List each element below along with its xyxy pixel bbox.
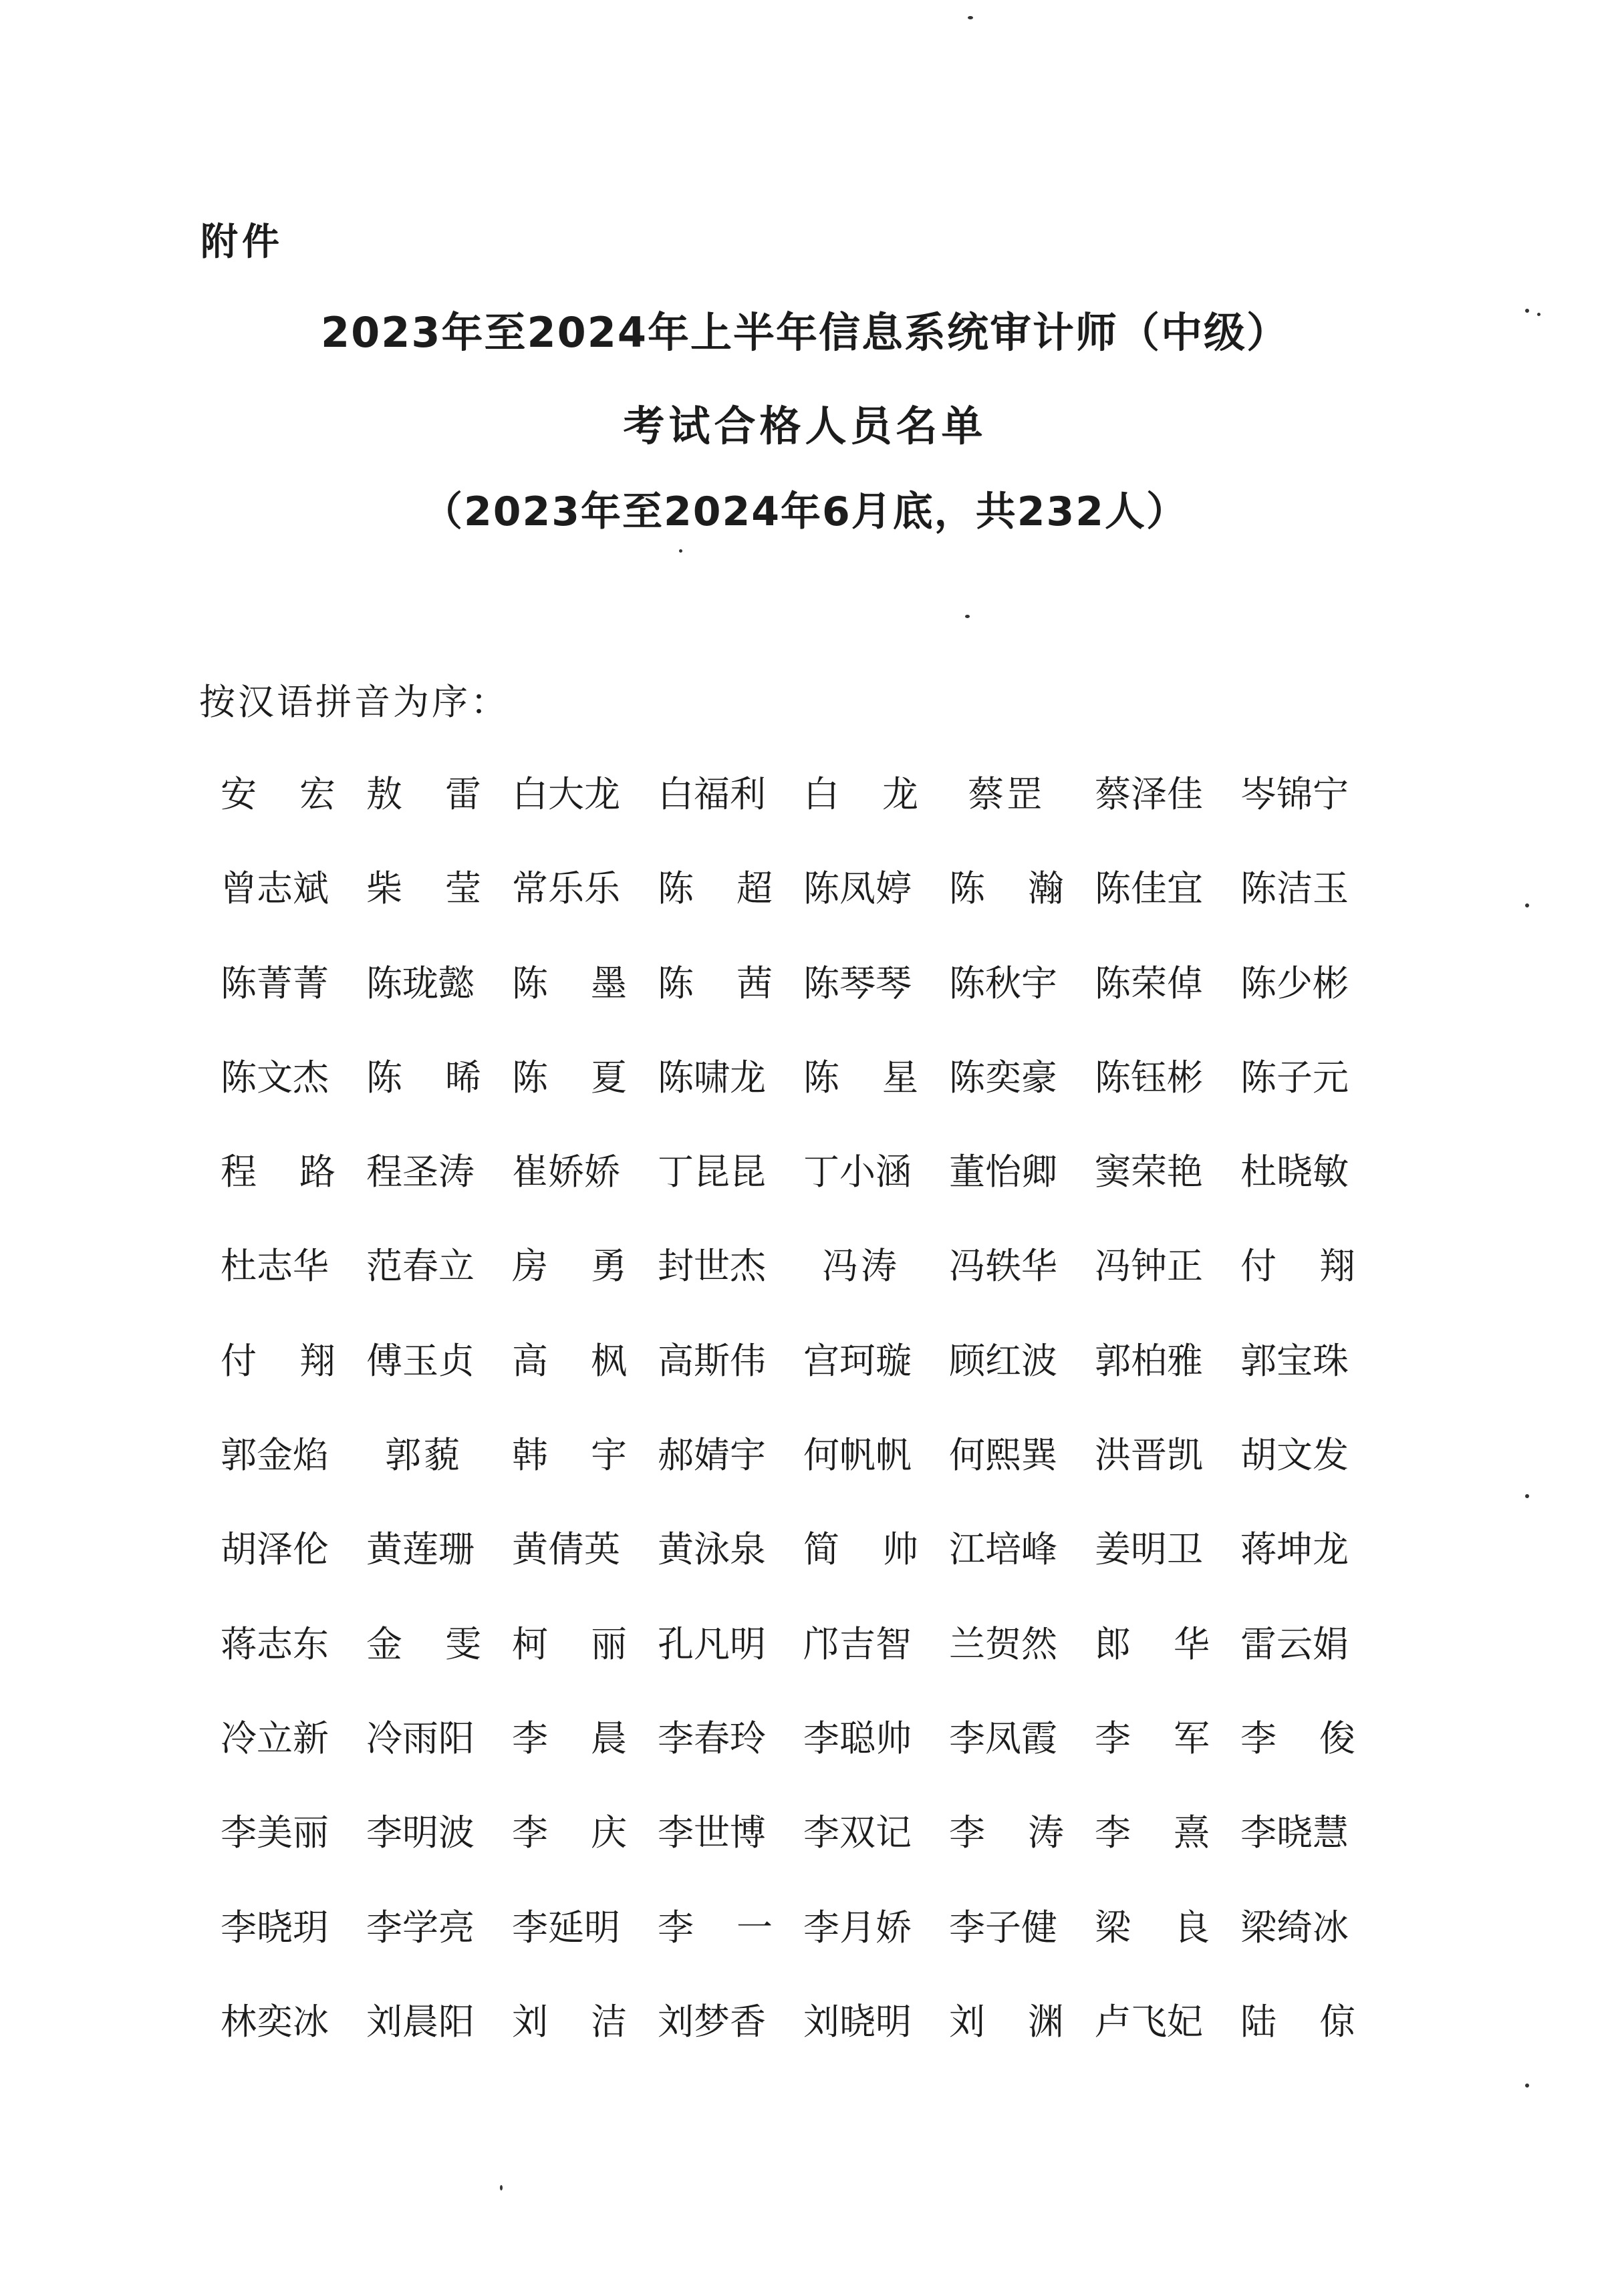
name-entry: 陈子元 [1240, 1056, 1349, 1099]
name-entry: 冯轶华 [949, 1245, 1057, 1288]
name-entry: 房 勇 [512, 1245, 627, 1288]
name-entry: 刘晓明 [803, 2000, 912, 2043]
name-entry: 陈洁玉 [1240, 867, 1349, 910]
name-entry: 陈 墨 [512, 962, 627, 1004]
name-entry: 姜明卫 [1095, 1528, 1203, 1571]
name-entry: 李 俊 [1240, 1717, 1355, 1759]
name-entry: 李 庆 [512, 1812, 627, 1854]
name-entry: 陈 晞 [366, 1056, 481, 1099]
name-entry: 冯钟正 [1095, 1245, 1203, 1288]
name-entry: 刘梦香 [658, 2000, 766, 2043]
name-entry: 陈菁菁 [221, 962, 329, 1004]
attachment-label: 附件 [200, 221, 283, 264]
name-entry: 韩 宇 [512, 1434, 627, 1477]
name-entry: 陈 茜 [658, 962, 773, 1004]
name-entry: 程 路 [221, 1151, 336, 1193]
name-entry: 李晓玥 [221, 1906, 329, 1949]
name-entry: 李春玲 [658, 1717, 766, 1759]
name-entry: 岑锦宁 [1240, 773, 1349, 815]
name-entry: 李 晨 [512, 1717, 627, 1759]
name-entry: 蔡泽佳 [1095, 773, 1203, 815]
name-entry: 林奕冰 [221, 2000, 329, 2043]
name-entry: 郭柏雅 [1095, 1339, 1203, 1382]
name-entry: 兰贺然 [949, 1622, 1057, 1665]
name-entry: 卢飞妃 [1095, 2000, 1203, 2043]
name-entry: 江培峰 [949, 1528, 1057, 1571]
scan-speck [500, 2185, 503, 2190]
name-entry: 蒋志东 [221, 1622, 329, 1665]
name-entry: 李学亮 [366, 1906, 475, 1949]
name-entry: 白 龙 [803, 773, 918, 815]
name-entry: 金 雯 [366, 1622, 481, 1665]
name-entry: 雷云娟 [1240, 1622, 1349, 1665]
name-entry: 顾红波 [949, 1339, 1057, 1382]
name-entry: 曾志斌 [221, 867, 329, 910]
scan-speck [1525, 903, 1529, 907]
name-entry: 封世杰 [658, 1245, 766, 1288]
name-entry: 李明波 [366, 1812, 475, 1854]
name-entry: 李 涛 [949, 1812, 1064, 1854]
order-note: 按汉语拼音为序： [199, 681, 509, 723]
name-entry: 陈钰彬 [1095, 1056, 1203, 1099]
name-entry: 范春立 [366, 1245, 475, 1288]
scan-speck [1525, 1494, 1529, 1498]
name-entry: 傅玉贞 [366, 1339, 475, 1382]
name-entry: 刘 渊 [949, 2000, 1064, 2043]
name-entry: 窦荣艳 [1095, 1151, 1203, 1193]
name-entry: 蔡罡 [968, 773, 1045, 815]
name-list [221, 773, 1417, 2098]
name-entry: 李 熹 [1095, 1812, 1210, 1854]
name-entry: 付 翔 [221, 1339, 336, 1382]
name-entry: 胡文发 [1240, 1434, 1349, 1477]
name-entry: 郭宝珠 [1240, 1339, 1349, 1382]
name-entry: 黄泳泉 [658, 1528, 766, 1571]
scan-speck [679, 549, 682, 553]
name-entry: 陈凤婷 [803, 867, 912, 910]
name-entry: 高 枫 [512, 1339, 627, 1382]
name-entry: 杜晓敏 [1240, 1151, 1349, 1193]
name-entry: 郎 华 [1095, 1622, 1210, 1665]
name-entry: 李双记 [803, 1812, 912, 1854]
name-entry: 常乐乐 [512, 867, 620, 910]
scan-speck [1537, 313, 1540, 316]
name-entry: 黄倩英 [512, 1528, 620, 1571]
name-entry: 陈荣倬 [1095, 962, 1203, 1004]
scan-speck [968, 16, 973, 19]
name-entry: 李 一 [658, 1906, 773, 1949]
name-entry: 杜志华 [221, 1245, 329, 1288]
name-entry: 刘 洁 [512, 2000, 627, 2043]
name-entry: 陈秋宇 [949, 962, 1057, 1004]
name-entry: 陈佳宜 [1095, 867, 1203, 910]
name-entry: 李延明 [512, 1906, 620, 1949]
name-entry: 陈文杰 [221, 1056, 329, 1099]
name-entry: 白福利 [658, 773, 766, 815]
name-entry: 付 翔 [1240, 1245, 1355, 1288]
name-entry: 冯涛 [822, 1245, 900, 1288]
name-entry: 胡泽伦 [221, 1528, 329, 1571]
name-entry: 柯 丽 [512, 1622, 627, 1665]
name-entry: 陈啸龙 [658, 1056, 766, 1099]
name-entry: 李凤霞 [949, 1717, 1057, 1759]
name-entry: 简 帅 [803, 1528, 918, 1571]
name-entry: 宫珂璇 [803, 1339, 912, 1382]
name-entry: 孔凡明 [658, 1622, 766, 1665]
name-entry: 陆 倞 [1240, 2000, 1355, 2043]
scan-speck [1525, 2084, 1529, 2088]
name-entry: 丁小涵 [803, 1151, 912, 1193]
name-entry: 安 宏 [221, 773, 336, 815]
name-entry: 邝吉智 [803, 1622, 912, 1665]
name-entry: 崔娇娇 [512, 1151, 620, 1193]
name-entry: 李 军 [1095, 1717, 1210, 1759]
name-entry: 陈奕豪 [949, 1056, 1057, 1099]
name-entry: 陈 星 [803, 1056, 918, 1099]
name-entry: 洪晋凯 [1095, 1434, 1203, 1477]
name-entry: 郭金焰 [221, 1434, 329, 1477]
name-entry: 陈 夏 [512, 1056, 627, 1099]
name-entry: 冷雨阳 [366, 1717, 475, 1759]
name-entry: 董怡卿 [949, 1151, 1057, 1193]
name-entry: 敖 雷 [366, 773, 481, 815]
document-title-line1: 2023年至2024年上半年信息系统审计师（中级） [320, 308, 1290, 357]
name-entry: 冷立新 [221, 1717, 329, 1759]
name-entry: 何熙巽 [949, 1434, 1057, 1477]
name-entry: 梁绮冰 [1240, 1906, 1349, 1949]
name-entry: 黄莲珊 [366, 1528, 475, 1571]
name-entry: 丁昆昆 [658, 1151, 766, 1193]
name-entry: 陈 瀚 [949, 867, 1064, 910]
name-entry: 郭藐 [385, 1434, 462, 1477]
name-entry: 李月娇 [803, 1906, 912, 1949]
scan-speck [965, 615, 970, 618]
name-entry: 程圣涛 [366, 1151, 475, 1193]
name-entry: 郝婧宇 [658, 1434, 766, 1477]
name-entry: 刘晨阳 [366, 2000, 475, 2043]
name-entry: 高斯伟 [658, 1339, 766, 1382]
name-entry: 陈少彬 [1240, 962, 1349, 1004]
name-entry: 李世博 [658, 1812, 766, 1854]
name-entry: 白大龙 [512, 773, 620, 815]
name-entry: 蒋坤龙 [1240, 1528, 1349, 1571]
name-entry: 柴 莹 [366, 867, 481, 910]
name-entry: 陈 超 [658, 867, 773, 910]
name-entry: 李子健 [949, 1906, 1057, 1949]
document-title-line3: （2023年至2024年6月底，共232人） [422, 488, 1188, 535]
name-entry: 李美丽 [221, 1812, 329, 1854]
name-entry: 何帆帆 [803, 1434, 912, 1477]
name-entry: 梁 良 [1095, 1906, 1210, 1949]
scan-speck [1525, 309, 1529, 313]
name-entry: 陈珑懿 [366, 962, 475, 1004]
name-entry: 陈琴琴 [803, 962, 912, 1004]
document-title-line2: 考试合格人员名单 [623, 402, 987, 450]
name-entry: 李晓慧 [1240, 1812, 1349, 1854]
name-entry: 李聪帅 [803, 1717, 912, 1759]
